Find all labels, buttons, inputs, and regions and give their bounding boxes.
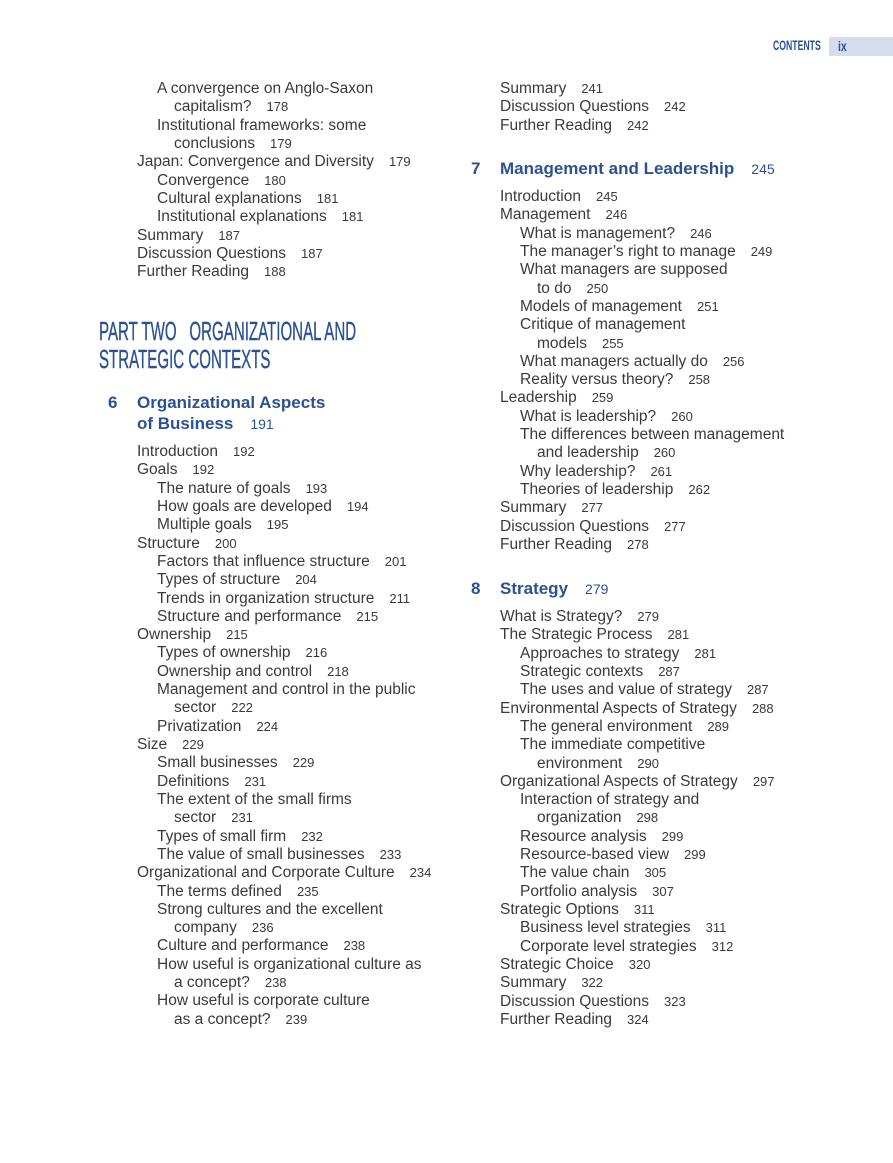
toc-entry-title: Goals bbox=[137, 461, 178, 479]
toc-entry-title: Ownership bbox=[137, 626, 212, 644]
toc-page-number: 262 bbox=[688, 482, 711, 497]
toc-page-number: 179 bbox=[388, 154, 411, 170]
toc-section bbox=[500, 993, 775, 1011]
toc-entry-title: Summary bbox=[500, 974, 567, 992]
toc-entry-title: Structure and performance bbox=[157, 607, 342, 625]
toc-entry-title: Reality versus theory? bbox=[520, 371, 674, 389]
toc-section bbox=[500, 499, 784, 517]
toc-section bbox=[137, 461, 431, 479]
toc-entry-title: The value chain bbox=[520, 864, 630, 882]
chapter-page-number: 279 bbox=[585, 581, 609, 597]
toc-page-number: 192 bbox=[192, 462, 215, 478]
toc-entry-title: sector bbox=[174, 699, 217, 717]
toc-entry-title: Summary bbox=[137, 226, 204, 244]
toc-page-number: 298 bbox=[636, 810, 659, 826]
toc-entry-title: Organizational Aspects of Strategy bbox=[500, 772, 738, 790]
toc-subsection bbox=[500, 481, 784, 499]
toc-subsection bbox=[500, 663, 775, 681]
toc-entry-title: Approaches to strategy bbox=[520, 644, 680, 662]
toc-page-number: 215 bbox=[356, 608, 379, 624]
toc-entry-title: What is management? bbox=[520, 224, 676, 242]
toc-page-number: 218 bbox=[327, 663, 349, 679]
toc-subsection bbox=[137, 773, 431, 791]
toc-page-number: 281 bbox=[694, 645, 717, 661]
chapter-number: 7 bbox=[471, 159, 481, 178]
toc-entry-title: Critique of management bbox=[520, 316, 686, 334]
toc-page-number: 297 bbox=[752, 773, 775, 789]
toc-page-number: 242 bbox=[627, 117, 649, 133]
toc-entry-title: Theories of leadership bbox=[520, 481, 674, 498]
toc-subsection bbox=[137, 663, 431, 681]
toc-subsection bbox=[500, 718, 775, 736]
toc-page-number: 311 bbox=[705, 920, 727, 936]
toc-section bbox=[137, 736, 431, 754]
toc-section bbox=[500, 901, 775, 919]
toc-page-number: 250 bbox=[586, 280, 609, 296]
toc-entry-title: Structure bbox=[137, 534, 200, 552]
toc-page-number: 195 bbox=[266, 517, 289, 533]
toc-subsection bbox=[137, 553, 431, 571]
toc-page-number: 287 bbox=[658, 663, 680, 679]
chapter-title-last-line bbox=[137, 413, 325, 435]
toc-page-number: 307 bbox=[652, 883, 674, 899]
running-head: CONTENTS bbox=[773, 37, 821, 53]
toc-section bbox=[137, 263, 411, 281]
chapter-page-number: 245 bbox=[751, 161, 775, 177]
toc-entry-title: Institutional frameworks: some bbox=[157, 116, 367, 134]
toc-subsection bbox=[137, 828, 431, 846]
toc-subsection bbox=[500, 353, 784, 371]
toc-entry-continuation bbox=[137, 1011, 431, 1029]
toc-entry-title: What managers actually do bbox=[520, 352, 708, 370]
toc-subsection bbox=[500, 864, 775, 882]
toc-entry-title: Convergence bbox=[157, 171, 250, 189]
toc-subsection bbox=[137, 80, 411, 98]
part-heading bbox=[99, 317, 356, 373]
toc-entry-continuation bbox=[500, 280, 784, 298]
toc-page-number: 260 bbox=[653, 445, 676, 461]
toc-entry-continuation bbox=[500, 755, 775, 773]
toc-page-number: 322 bbox=[581, 975, 604, 991]
continued-entries-left bbox=[137, 80, 411, 281]
toc-entry-title: A convergence on Anglo-Saxon bbox=[157, 80, 374, 97]
toc-subsection bbox=[137, 937, 431, 955]
toc-subsection bbox=[137, 498, 431, 516]
toc-page-number: 259 bbox=[591, 390, 614, 406]
toc-subsection bbox=[137, 883, 431, 901]
toc-entry-title: Institutional explanations bbox=[157, 208, 327, 226]
toc-entry-continuation bbox=[500, 444, 784, 462]
toc-entry-continuation bbox=[500, 335, 784, 353]
toc-entry-title: The extent of the small firms bbox=[157, 790, 352, 808]
toc-subsection bbox=[137, 590, 431, 608]
toc-entry-title: as a concept? bbox=[174, 1010, 271, 1028]
toc-entry-continuation bbox=[137, 699, 431, 717]
toc-entry-continuation bbox=[500, 809, 775, 827]
toc-page-number: 249 bbox=[750, 243, 773, 259]
toc-entry-title: Strategic Options bbox=[500, 901, 619, 918]
part-title-line: ORGANIZATIONAL AND bbox=[189, 316, 357, 346]
toc-subsection bbox=[137, 608, 431, 626]
toc-entry-title: Management and control in the public bbox=[157, 681, 416, 699]
toc-entry-title: Business level strategies bbox=[520, 919, 691, 937]
toc-subsection bbox=[137, 956, 431, 974]
toc-entry-title: Cultural explanations bbox=[157, 189, 302, 207]
chapter-title-last-line bbox=[500, 578, 608, 600]
toc-page-number: 211 bbox=[389, 590, 411, 606]
toc-subsection bbox=[137, 117, 411, 135]
toc-page-number: 256 bbox=[722, 353, 745, 369]
toc-entry-title: Summary bbox=[500, 80, 567, 97]
toc-page-number: 241 bbox=[581, 81, 604, 96]
toc-entry-title: Management bbox=[500, 206, 591, 224]
toc-page-number: 312 bbox=[711, 938, 734, 954]
toc-section bbox=[500, 117, 686, 135]
toc-section bbox=[500, 700, 775, 718]
toc-entry-title: Japan: Convergence and Diversity bbox=[137, 153, 374, 171]
toc-section bbox=[500, 1011, 775, 1029]
toc-subsection bbox=[137, 644, 431, 662]
toc-section bbox=[500, 626, 775, 644]
toc-subsection bbox=[500, 645, 775, 663]
toc-entry-title: Types of structure bbox=[157, 571, 281, 589]
toc-entry-title: Multiple goals bbox=[157, 516, 252, 534]
toc-entry-title: Interaction of strategy and bbox=[520, 791, 700, 809]
toc-page-number: 299 bbox=[661, 828, 684, 844]
toc-entry-continuation bbox=[137, 135, 411, 153]
toc-subsection bbox=[500, 736, 775, 754]
toc-entry-continuation bbox=[137, 974, 431, 992]
toc-entry-title: How useful is organizational culture as bbox=[157, 955, 422, 973]
toc-entry-title: Further Reading bbox=[137, 263, 250, 281]
toc-page-number: 279 bbox=[637, 609, 660, 624]
toc-section bbox=[500, 608, 775, 626]
toc-subsection bbox=[500, 938, 775, 956]
toc-entry-continuation bbox=[137, 809, 431, 827]
toc-page-number: 231 bbox=[244, 773, 267, 789]
toc-entry-title: Discussion Questions bbox=[137, 244, 287, 262]
toc-subsection bbox=[137, 754, 431, 772]
toc-entry-title: Further Reading bbox=[500, 116, 613, 134]
toc-page-number: 234 bbox=[409, 865, 432, 881]
toc-section bbox=[500, 956, 775, 974]
toc-entry-title: Size bbox=[137, 736, 168, 753]
toc-subsection bbox=[500, 681, 775, 699]
toc-page-number: 251 bbox=[696, 298, 719, 314]
toc-page-number: 246 bbox=[690, 225, 712, 241]
toc-entry-title: Why leadership? bbox=[520, 462, 636, 480]
toc-entry-title: a concept? bbox=[174, 974, 250, 992]
toc-entry-title: Ownership and control bbox=[157, 662, 313, 680]
toc-section bbox=[137, 626, 431, 644]
toc-entry-title: Corporate level strategies bbox=[520, 937, 697, 955]
toc-subsection bbox=[500, 408, 784, 426]
toc-entry-title: Definitions bbox=[157, 772, 230, 790]
toc-entry-continuation bbox=[137, 919, 431, 937]
chapter-heading bbox=[471, 578, 608, 600]
toc-page-number: 216 bbox=[305, 645, 328, 661]
toc-section bbox=[137, 864, 431, 882]
toc-section bbox=[500, 98, 686, 116]
toc-page-number: 277 bbox=[581, 500, 604, 516]
toc-entry-title: Resource analysis bbox=[520, 827, 647, 845]
toc-subsection bbox=[500, 225, 784, 243]
toc-entry-title: to do bbox=[537, 279, 572, 297]
page-folio: ix bbox=[838, 38, 847, 54]
toc-entry-title: What managers are supposed bbox=[520, 261, 728, 279]
toc-entry-title: capitalism? bbox=[174, 98, 252, 116]
toc-entry-title: Introduction bbox=[500, 188, 581, 205]
toc-page-number: 178 bbox=[266, 99, 289, 115]
toc-entry-title: Introduction bbox=[137, 443, 218, 460]
toc-entry-title: Trends in organization structure bbox=[157, 589, 375, 607]
toc-page-number: 258 bbox=[688, 372, 711, 388]
chapter-title bbox=[471, 578, 608, 600]
toc-entry-title: Discussion Questions bbox=[500, 98, 650, 116]
part-label: PART TWO bbox=[99, 316, 177, 346]
toc-section bbox=[137, 227, 411, 245]
toc-subsection bbox=[137, 901, 431, 919]
toc-section bbox=[137, 443, 431, 461]
toc-entry-title: The immediate competitive bbox=[520, 736, 706, 754]
toc-section bbox=[500, 206, 784, 224]
toc-subsection bbox=[137, 172, 411, 190]
toc-subsection bbox=[137, 190, 411, 208]
toc-entry-title: How useful is corporate culture bbox=[157, 992, 370, 1010]
toc-page-number: 277 bbox=[664, 518, 686, 534]
toc-entry-title: The differences between management bbox=[520, 426, 785, 444]
toc-entry-title: The Strategic Process bbox=[500, 626, 653, 644]
toc-entry-title: Discussion Questions bbox=[500, 517, 650, 535]
toc-section bbox=[137, 535, 431, 553]
folio-box bbox=[829, 37, 893, 56]
toc-subsection bbox=[500, 828, 775, 846]
toc-subsection bbox=[137, 681, 431, 699]
toc-page-number: 229 bbox=[182, 737, 204, 752]
toc-entry-title: The uses and value of strategy bbox=[520, 681, 732, 699]
toc-page-number: 187 bbox=[301, 245, 323, 261]
toc-page-number: 239 bbox=[285, 1011, 308, 1027]
toc-entry-title: Further Reading bbox=[500, 535, 613, 553]
toc-subsection bbox=[500, 463, 784, 481]
chapter-heading bbox=[108, 392, 325, 435]
toc-subsection bbox=[500, 371, 784, 389]
toc-page-number: 289 bbox=[707, 718, 730, 734]
toc-subsection bbox=[137, 718, 431, 736]
toc-entry-title: Portfolio analysis bbox=[520, 882, 638, 900]
toc-page-number: 260 bbox=[671, 408, 693, 424]
toc-entry-title: The nature of goals bbox=[157, 479, 291, 497]
toc-page-number: 193 bbox=[305, 480, 328, 496]
toc-page-number: 233 bbox=[379, 846, 402, 862]
continued-entries-right bbox=[500, 80, 686, 135]
chapter-heading bbox=[471, 158, 775, 180]
toc-subsection bbox=[500, 261, 784, 279]
toc-entry-title: Culture and performance bbox=[157, 937, 329, 955]
toc-entry-title: Organizational and Corporate Culture bbox=[137, 864, 395, 882]
toc-page-number: 278 bbox=[627, 536, 649, 552]
toc-page-number: 180 bbox=[264, 172, 286, 188]
toc-subsection bbox=[137, 516, 431, 534]
toc-entry-title: Resource-based view bbox=[520, 846, 670, 864]
toc-entry-title: sector bbox=[174, 809, 217, 827]
toc-entry-title: What is leadership? bbox=[520, 407, 657, 425]
toc-section bbox=[137, 153, 411, 171]
toc-entry-title: What is Strategy? bbox=[500, 608, 623, 625]
toc-section bbox=[500, 773, 775, 791]
toc-entry-title: Strong cultures and the excellent bbox=[157, 900, 383, 918]
toc-page-number: 288 bbox=[751, 700, 774, 716]
toc-entry-title: Strategic Choice bbox=[500, 955, 614, 973]
chapter-page-number: 191 bbox=[250, 416, 274, 432]
toc-entry-title: Environmental Aspects of Strategy bbox=[500, 699, 737, 717]
chapter-title-line: Strategy bbox=[500, 579, 569, 598]
toc-entry-title: Types of ownership bbox=[157, 644, 291, 662]
toc-page-number: 246 bbox=[605, 207, 628, 223]
chapter-title bbox=[108, 392, 325, 435]
toc-entry-title: organization bbox=[537, 809, 622, 827]
toc-page-number: 229 bbox=[292, 755, 315, 771]
toc-entry-title: Strategic contexts bbox=[520, 662, 644, 680]
toc-entry-continuation bbox=[137, 98, 411, 116]
toc-entry-title: conclusions bbox=[174, 134, 255, 152]
toc-section bbox=[500, 536, 784, 554]
toc-entry-title: environment bbox=[537, 754, 623, 772]
toc-entry-title: Factors that influence structure bbox=[157, 552, 370, 570]
toc-section bbox=[137, 245, 411, 263]
toc-page-number: 194 bbox=[346, 498, 369, 514]
toc-section bbox=[500, 188, 784, 206]
chapter-title bbox=[471, 158, 775, 180]
toc-entry-title: The general environment bbox=[520, 717, 693, 735]
toc-subsection bbox=[137, 480, 431, 498]
toc-page-number: 287 bbox=[746, 682, 769, 698]
toc-page-number: 181 bbox=[341, 209, 364, 225]
toc-section bbox=[500, 389, 784, 407]
part-heading-line bbox=[99, 345, 356, 373]
toc-page-number: 231 bbox=[231, 810, 253, 826]
chapter-title-line: Organizational Aspects bbox=[137, 393, 326, 412]
toc-page-number: 179 bbox=[270, 135, 292, 151]
toc-page-number: 324 bbox=[627, 1011, 649, 1027]
toc-page-number: 188 bbox=[264, 264, 286, 280]
toc-entry-title: Privatization bbox=[157, 717, 242, 735]
toc-page-number: 255 bbox=[601, 335, 624, 351]
toc-page-number: 201 bbox=[384, 553, 407, 569]
toc-page-number: 281 bbox=[667, 627, 690, 643]
toc-entry-title: The terms defined bbox=[157, 882, 282, 900]
toc-subsection bbox=[500, 243, 784, 261]
chapter-entries bbox=[500, 188, 784, 554]
toc-subsection bbox=[500, 791, 775, 809]
chapter-entries bbox=[500, 608, 775, 1029]
toc-section bbox=[500, 518, 784, 536]
toc-entry-title: and leadership bbox=[537, 444, 639, 462]
part-title-line: STRATEGIC CONTEXTS bbox=[99, 344, 271, 374]
toc-page-number: 192 bbox=[233, 444, 255, 459]
toc-page-number: 238 bbox=[343, 938, 366, 954]
toc-entry-title: models bbox=[537, 334, 587, 352]
toc-subsection bbox=[500, 883, 775, 901]
toc-entry-title: Further Reading bbox=[500, 1010, 613, 1028]
toc-page-number: 311 bbox=[633, 902, 655, 917]
toc-entry-title: How goals are developed bbox=[157, 497, 332, 515]
toc-entry-title: company bbox=[174, 919, 237, 937]
chapter-title-last-line bbox=[500, 158, 775, 180]
toc-entry-title: The manager’s right to manage bbox=[520, 242, 736, 260]
toc-entry-title: Types of small firm bbox=[157, 827, 287, 845]
toc-page-number: 215 bbox=[226, 627, 248, 643]
toc-page-number: 242 bbox=[664, 99, 686, 115]
toc-page-number: 204 bbox=[295, 572, 317, 588]
chapter-number: 8 bbox=[471, 579, 481, 598]
toc-page-number: 200 bbox=[214, 535, 237, 551]
chapter-title-line: Management and Leadership bbox=[500, 159, 735, 178]
toc-page-number: 320 bbox=[628, 956, 651, 972]
toc-section bbox=[500, 80, 686, 98]
toc-page-number: 224 bbox=[256, 718, 279, 734]
toc-page-number: 305 bbox=[644, 865, 667, 881]
chapter-number: 6 bbox=[108, 393, 118, 412]
toc-subsection bbox=[500, 426, 784, 444]
toc-page-number: 232 bbox=[301, 828, 323, 844]
toc-section bbox=[500, 974, 775, 992]
toc-page-number: 245 bbox=[596, 189, 618, 204]
toc-subsection bbox=[500, 316, 784, 334]
part-heading-line bbox=[99, 317, 356, 345]
toc-subsection bbox=[500, 846, 775, 864]
toc-subsection bbox=[137, 571, 431, 589]
toc-page-number: 222 bbox=[231, 700, 253, 716]
toc-entry-title: Models of management bbox=[520, 297, 682, 315]
toc-page-number: 299 bbox=[684, 847, 706, 863]
toc-page-number: 261 bbox=[650, 463, 673, 479]
toc-subsection bbox=[137, 791, 431, 809]
toc-entry-title: Leadership bbox=[500, 389, 577, 407]
toc-entry-title: Small businesses bbox=[157, 754, 278, 772]
toc-page-number: 181 bbox=[316, 190, 339, 206]
toc-entry-title: Discussion Questions bbox=[500, 992, 650, 1010]
toc-page-number: 238 bbox=[264, 975, 287, 991]
chapter-title-line: of Business bbox=[137, 414, 234, 433]
toc-subsection bbox=[500, 919, 775, 937]
toc-page-number: 290 bbox=[637, 755, 659, 771]
chapter-entries bbox=[137, 443, 431, 1029]
toc-page-number: 323 bbox=[664, 993, 686, 1009]
toc-subsection bbox=[137, 208, 411, 226]
toc-page-number: 235 bbox=[296, 883, 319, 899]
toc-subsection bbox=[500, 298, 784, 316]
toc-page-number: 187 bbox=[218, 227, 241, 243]
toc-entry-title: The value of small businesses bbox=[157, 845, 365, 863]
toc-page-number: 236 bbox=[251, 920, 274, 936]
toc-entry-title: Summary bbox=[500, 499, 567, 517]
toc-subsection bbox=[137, 992, 431, 1010]
toc-subsection bbox=[137, 846, 431, 864]
